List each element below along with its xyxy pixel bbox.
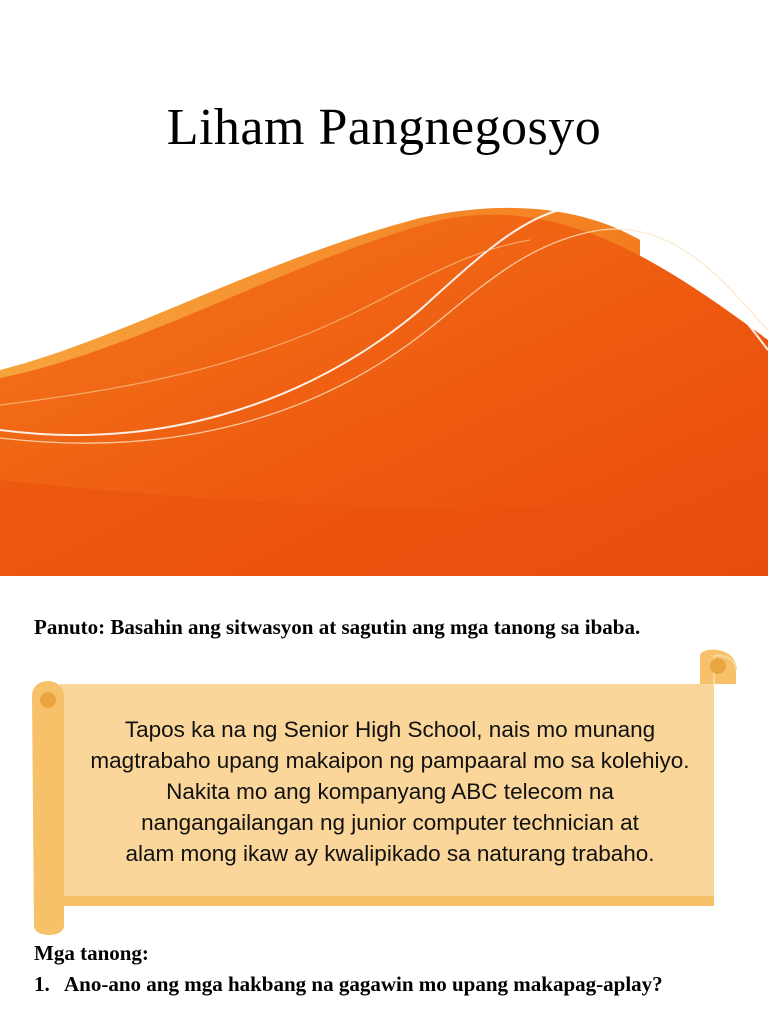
- scenario-line: Nakita mo ang kompanyang ABC telecom na: [166, 779, 614, 804]
- instruction-text: Panuto: Basahin ang sitwasyon at sagutin ang mga tanong sa ibaba.: [34, 615, 641, 639]
- orange-wave-banner: [0, 200, 768, 576]
- scenario-scroll: [24, 646, 742, 936]
- wave-graphic: [0, 200, 768, 576]
- scenario-line: Tapos ka na ng Senior High School, nais mo munang: [124, 717, 656, 742]
- scenario-line: nangangailangan ng junior computer technician at: [141, 810, 639, 835]
- question-item: [34, 969, 734, 1000]
- scenario-text: [64, 714, 716, 869]
- scenario-line: magtrabaho upang makaipon ng pampaaral mo sa kolehiyo.: [90, 748, 690, 773]
- questions-heading: Mga tanong:: [34, 941, 149, 965]
- title-area: [0, 0, 768, 200]
- questions-section: [34, 938, 734, 1000]
- slide-title: Liham Pangnegosyo: [166, 99, 602, 156]
- scenario-line: alam mong ikaw ay kwalipikado sa naturang trabaho.: [125, 841, 655, 866]
- question-text: Ano-ano ang mga hakbang na gagawin mo upang makapag-aplay?: [64, 972, 663, 996]
- question-number: 1.: [34, 972, 50, 996]
